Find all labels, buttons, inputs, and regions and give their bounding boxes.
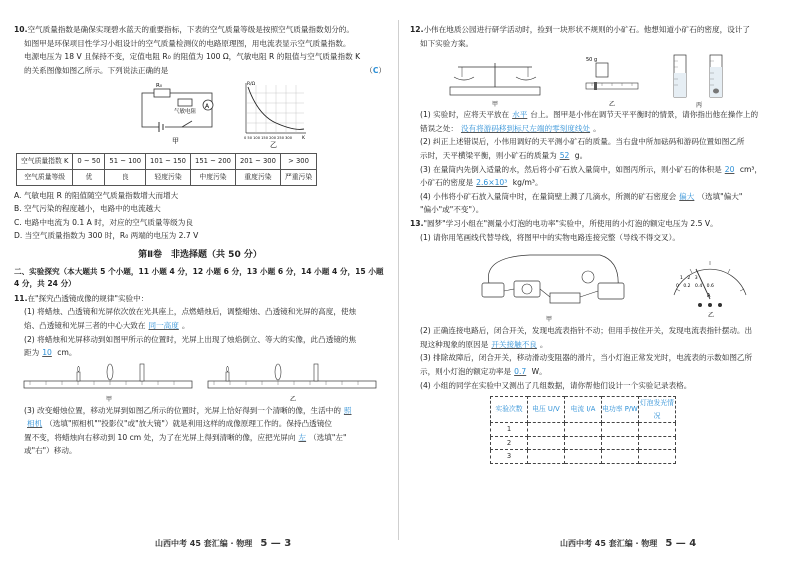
q12-figures — [410, 51, 782, 109]
q11-answer-4: 左 — [298, 432, 307, 442]
q12-number: 12. — [410, 25, 424, 34]
q10-line4: 的关系图像如图乙所示。下列说法正确的是 （C） — [14, 65, 386, 78]
q10-answer: C — [372, 65, 379, 75]
q11-answer-2: 10 — [42, 348, 52, 358]
fig-jia-label: 甲 — [492, 101, 499, 109]
q13-part1: (1) 请你用笔画线代替导线，将图甲中的实物电路连接完整（导线不得交叉）。 — [420, 232, 680, 242]
q10-option-c: C. 电路中电流为 0.1 A 时，对应的空气质量等级为良 — [14, 217, 193, 227]
left-column — [14, 24, 386, 459]
meter-bottom-ticks: 0 0.2 0.4 0.6 — [676, 284, 714, 290]
q13-figures — [410, 245, 782, 325]
weights-label: 50 g — [586, 57, 598, 64]
table-row: 空气质量指数 K 0 ~ 50 51 ~ 100 101 ~ 150 151 ~ 200 201 ~ 300 > 300 — [17, 154, 317, 170]
q13-part3-a: (3) 排除故障后，闭合开关，移动滑动变阻器的滑片，当小灯泡正常发光时，电流表的示数如图乙所 — [420, 353, 753, 363]
table-row: 空气质量等级 优 良 轻度污染 中度污染 重度污染 严重污染 — [17, 169, 317, 185]
ammeter-label: A — [205, 103, 210, 111]
footer-left: 山西中考 45 套汇编 · 物理 5 — 3 — [155, 538, 292, 549]
q13-part3-b: 示，则小灯泡的额定功率是 0.7 W。 — [420, 366, 547, 376]
q11-part2-b: 距为 10 cm。 — [24, 348, 77, 358]
column-divider — [398, 20, 399, 540]
q10-line2: 如图甲是环保项目性学习小组设计的空气质量检测仪的电路原理图，用电流表显示空气质量指数。 — [24, 38, 351, 48]
q12-line2: 如下实验方案。 — [420, 38, 474, 48]
graph-y-label: R/Ω — [247, 82, 256, 88]
fig-yi-label: 乙 — [708, 312, 715, 320]
q10-option-a: A. 气敏电阻 R 的阻值随空气质量指数增大而增大 — [14, 190, 179, 200]
q12-answer-1: 水平 — [512, 110, 528, 120]
fig-bing-label: 丙 — [696, 102, 703, 110]
q10-line1: 10.空气质量指数是确保实现碧水蓝天的重要指标，下表的空气质量等级是按照空气质量指数划分的。 — [14, 25, 354, 34]
q11-part3-e: 或"右"）移动。 — [24, 446, 77, 456]
cylinder-figure — [660, 51, 740, 109]
fig-jia-label: 甲 — [172, 137, 179, 146]
section-title: 第Ⅱ卷 非选择题（共 50 分） — [138, 249, 262, 260]
fig-jia-label: 甲 — [546, 316, 553, 324]
q12-answer-4: 20 — [724, 164, 735, 174]
q12-part3-b: 小矿石的密度是 2.6×10³ kg/m³。 — [420, 178, 543, 188]
table-row: 1 — [491, 423, 676, 437]
circuit-photo-figure — [470, 247, 630, 325]
q13-number: 13. — [410, 218, 424, 228]
right-column — [410, 24, 782, 464]
balance-figure — [440, 53, 550, 109]
q12-part4-b: "偏小"或"不变"）。 — [420, 205, 484, 215]
q11-part3-c: 置不变，将蜡烛向右移动到 10 cm 处，为了在光屏上得到清晰的像，应把光屏向 左 （选填"左" — [24, 432, 347, 442]
table-row: 2 — [491, 436, 676, 450]
q12-line1: 12.小伟在地质公园进行研学活动时，捡到一块形状不规则的小矿石。他想知道小矿石的密度，设计了 — [410, 25, 750, 34]
q11-answer-3a: 照 — [343, 405, 352, 415]
aqi-table — [16, 153, 317, 185]
q11-stem: 11.在"探究凸透镜成像的规律"实验中： — [14, 293, 149, 303]
footer-right: 山西中考 45 套汇编 · 物理 5 — 4 — [560, 538, 697, 549]
r0-label: R₀ — [156, 83, 163, 90]
graph-x-label: K — [302, 136, 305, 142]
q10-option-b: B. 空气污染的程度越小，电路中的电流越大 — [14, 204, 161, 214]
table-row: 实验次数 电压 U/V 电流 I/A 电功率 P/W 灯泡发光情况 — [491, 397, 676, 423]
q10-answer-box: （C） — [365, 65, 386, 75]
q12-part2-b: 示时，天平横梁平衡，则小矿石的质量为 52 g。 — [420, 150, 588, 160]
q13-part2-a: (2) 正确连接电路后，闭合开关，发现电流表指针不动；但用手按住开关，发现电流表指针摆动。出 — [420, 326, 753, 336]
q12-part1-b: 错误之处： 没有将游码移到标尺左端的零刻度线处 。 — [420, 123, 601, 133]
q12-part1-a: (1) 实验时，应将天平放在 水平 台上。图甲是小伟在调节天平平衡时的情景，请你指出他在操作上的 — [420, 110, 759, 120]
q10-circuit-diagram — [132, 83, 228, 145]
page-number: 5 — 4 — [665, 538, 697, 549]
q10-option-d: D. 当空气质量指数为 300 时，R₀ 两端的电压为 2.7 V — [14, 231, 199, 241]
q10-resistance-graph — [236, 79, 310, 149]
q11-part3-b: 相机 （选填"照相机""投影仪"或"放大镜"）就是利用这样的成像原理工作的。保持凸透镜位 — [14, 418, 386, 431]
q13-line1: 13."圆梦"学习小组在"测量小灯泡的电功率"实验中，所使用的小灯泡的额定电压为 2.5 V。 — [410, 218, 718, 228]
q13-answer-2: 0.7 — [514, 366, 527, 376]
sensor-label: 气敏电阻 — [174, 109, 197, 116]
q10-line3: 电源电压为 18 V 且保持不变，定值电阻 R₀ 的阻值为 100 Ω，气敏电阻 R 的阻值与空气质量指数 K — [24, 52, 361, 62]
record-table — [490, 396, 676, 464]
q11-figures — [14, 361, 386, 405]
q12-answer-3: 52 — [559, 150, 570, 160]
table-row: 3 — [491, 450, 676, 464]
q11-part2-a: (2) 将蜡烛和光屏移动到如图甲所示的位置时，光屏上出现了烛焰倒立、等大的实像，此凸透镜的焦 — [24, 334, 357, 344]
page-number: 5 — 3 — [260, 538, 292, 549]
q11-answer-1: 同一高度 — [148, 320, 179, 330]
meter-unit: A — [707, 293, 711, 300]
q12-answer-2: 没有将游码移到标尺左端的零刻度线处 — [460, 123, 591, 133]
q13-answer-1: 开关接触不良 — [491, 339, 537, 349]
graph-x-ticks: 0 50 100 150 200 250 300 — [244, 136, 293, 141]
optical-bench-jia — [20, 361, 198, 405]
section-subtitle: 二、实验探究（本大题共 5 个小题，11 小题 4 分，12 小题 6 分，13 小题 6 分，14 小题 4 分，15 小题 4 分，共 24 分） — [14, 266, 384, 289]
q11-part1-a: (1) 将蜡烛、凸透镜和光屏依次放在光具座上，点燃蜡烛后，调整蜡烛、凸透镜和光屏的高度，使烛 — [24, 307, 357, 317]
q12-part4-a: (4) 小伟将小矿石放入量筒中时，在量筒壁上溅了几滴水，所测的矿石密度会 偏大 （选填"偏大" — [420, 191, 743, 201]
q10-number: 10. — [14, 25, 28, 34]
q11-answer-3b: 相机 — [27, 419, 43, 429]
q12-part2-a: (2) 纠正上述错误后，小伟用调好的天平测小矿石的质量。当右盘中所加砝码和游码位置如图乙所 — [420, 137, 745, 147]
q13-part4: (4) 小组的同学在实验中又测出了几组数据，请你帮他们设计一个实验记录表格。 — [420, 380, 692, 390]
q12-answer-5: 2.6×10³ — [476, 178, 508, 188]
ammeter-figure — [660, 249, 760, 319]
q11-part1-b: 焰、凸透镜和光屏三者的中心大致在 同一高度 。 — [24, 320, 190, 330]
meter-top-ticks: 1 2 3 — [680, 276, 698, 282]
q12-answer-6: 偏大 — [679, 191, 695, 201]
q12-part3-a: (3) 在量筒内先倒入适量的水，然后将小矿石放入量筒中，如图丙所示，则小矿石的体积是 20 cm³， — [420, 164, 763, 174]
fig-yi-label: 乙 — [290, 395, 297, 403]
fig-yi-label: 乙 — [609, 101, 616, 109]
weights-figure — [582, 53, 642, 109]
q11-part3-a: (3) 改变蜡烛位置，移动光屏到如图乙所示的位置时，光屏上恰好得到一个清晰的像，生活中的 照 — [14, 405, 386, 418]
q11-number: 11. — [14, 293, 28, 303]
fig-yi-label: 乙 — [270, 141, 277, 150]
fig-jia-label: 甲 — [106, 395, 113, 403]
q13-part2-b: 现这种现象的原因是 开关接触不良 。 — [420, 339, 548, 349]
optical-bench-yi — [204, 361, 382, 405]
q10-figures — [14, 79, 386, 149]
